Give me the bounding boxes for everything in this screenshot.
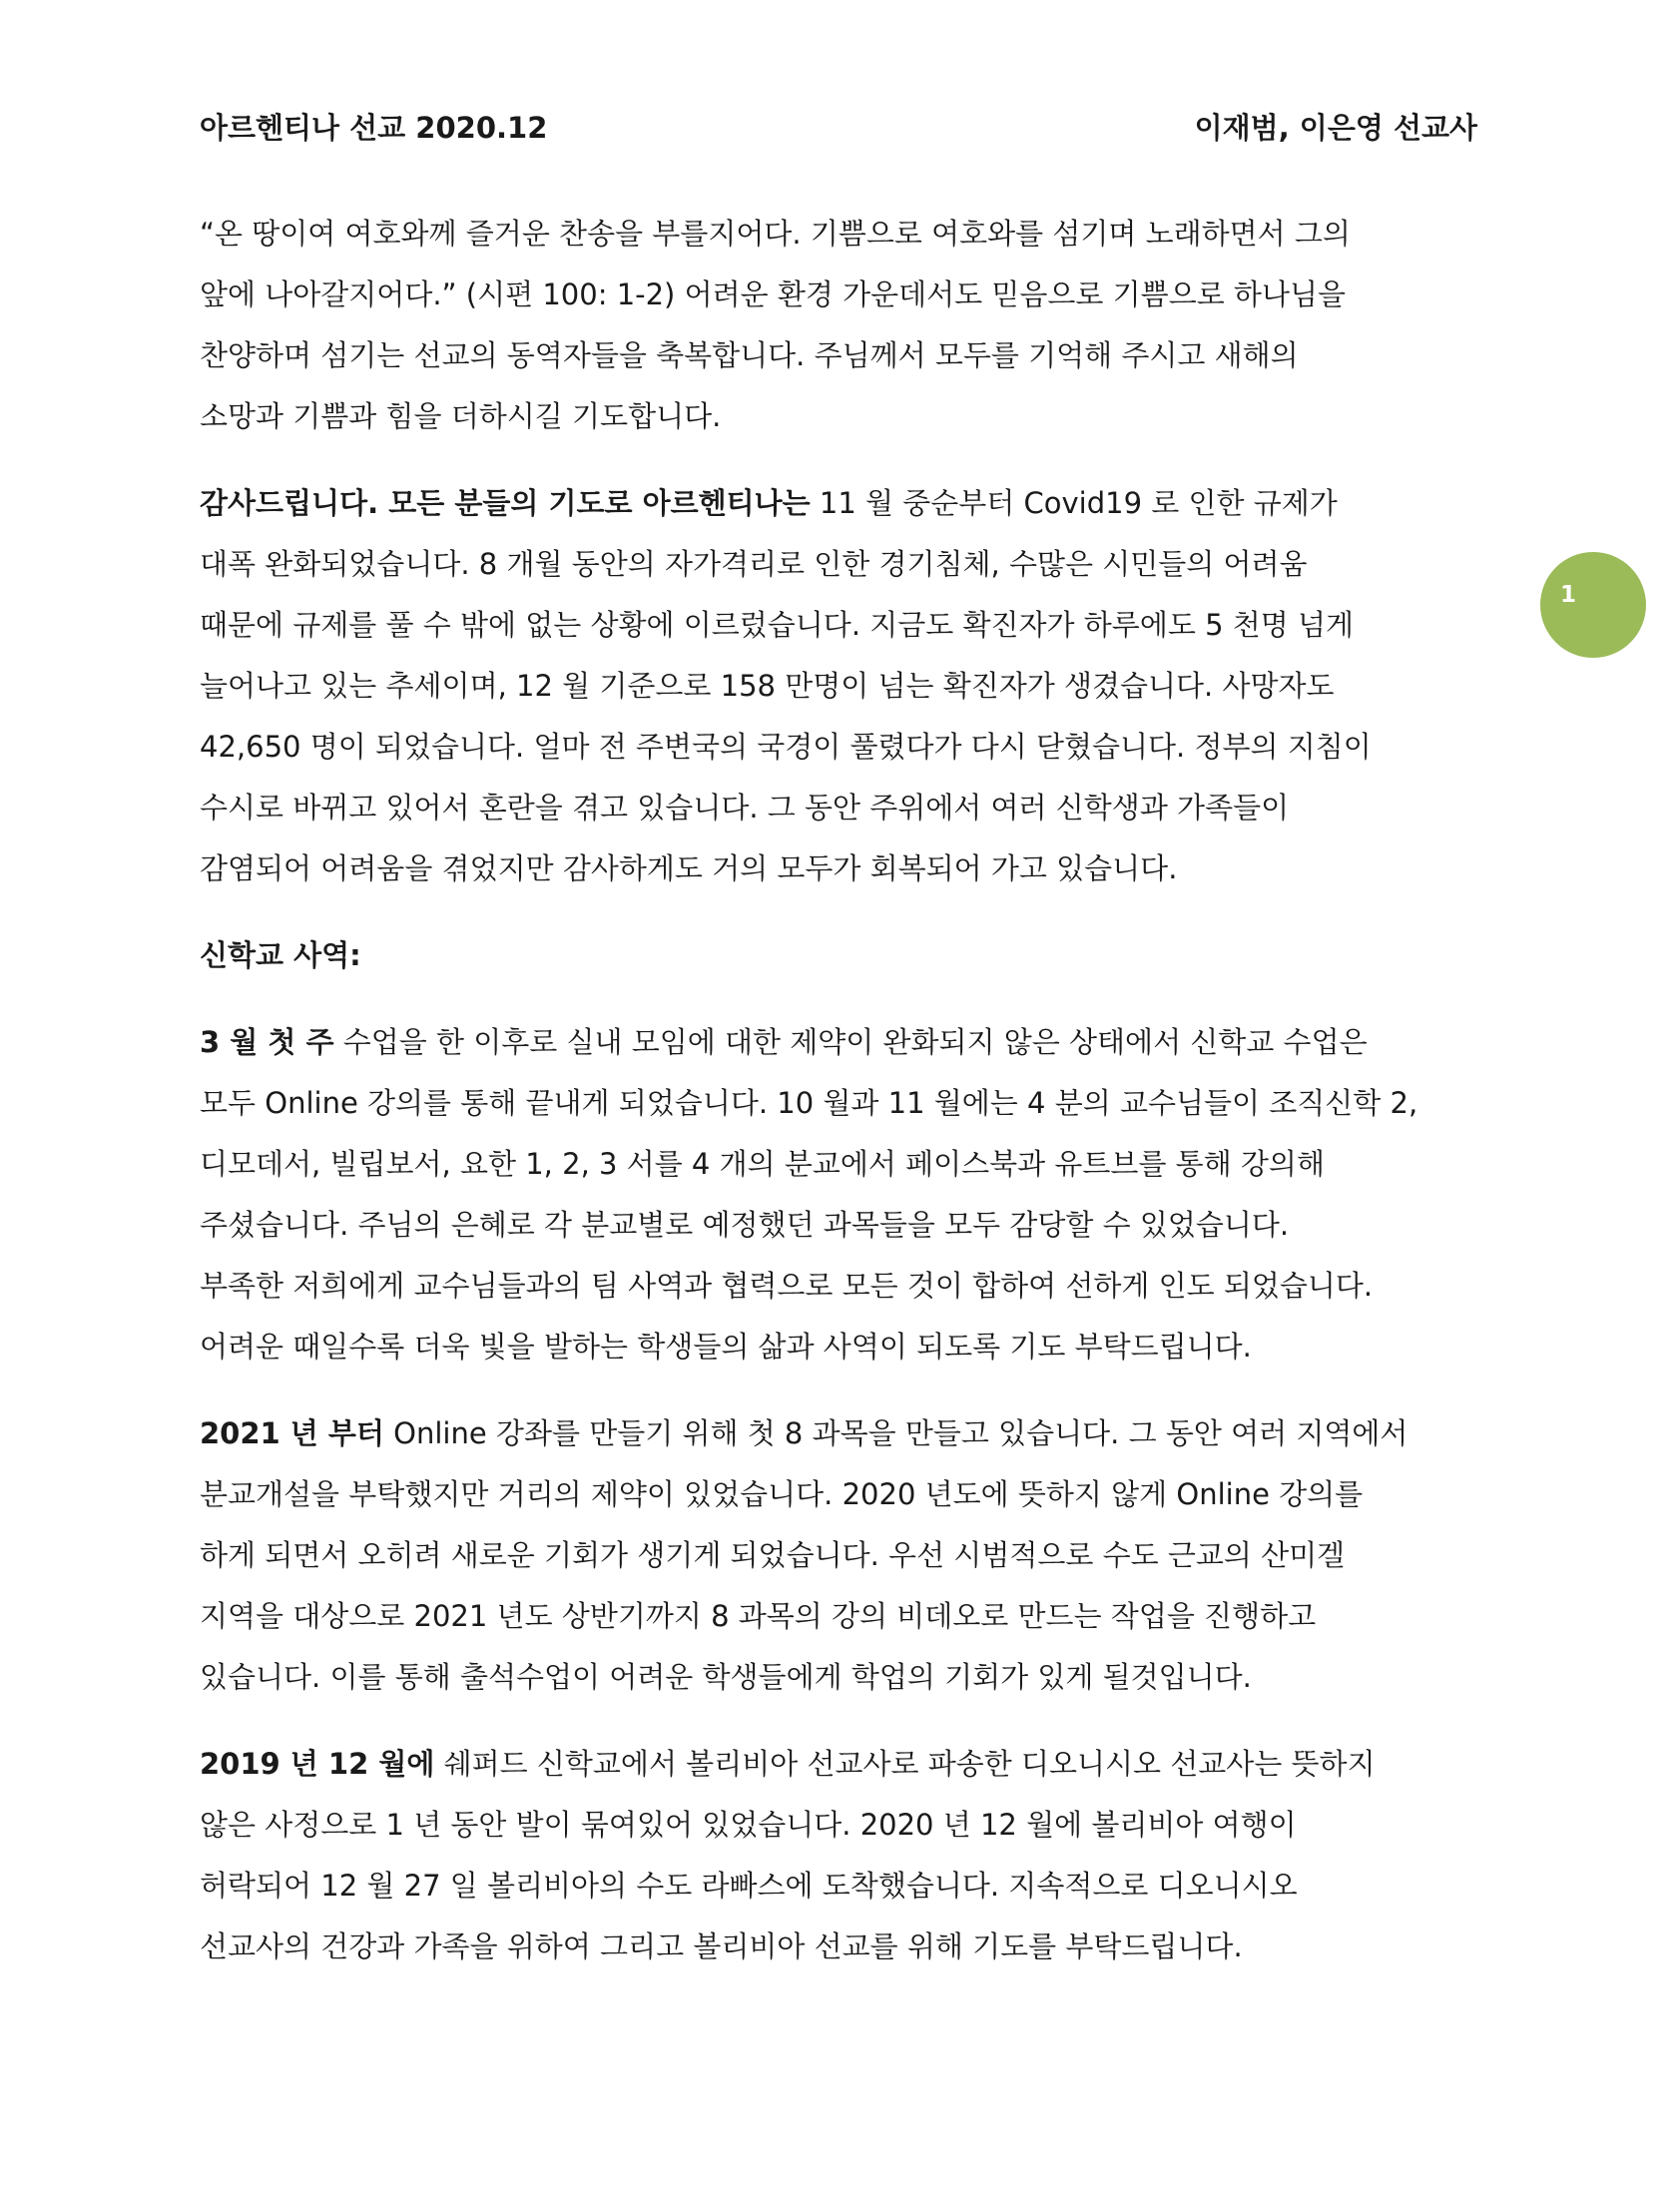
paragraph-lead: 3 월 첫 주 bbox=[200, 1025, 334, 1059]
text-line: 늘어나고 있는 추세이며, 12 월 기준으로 158 만명이 넘는 확진자가 생겼습니다. 사망자도 bbox=[200, 669, 1335, 703]
text-line: 찬양하며 섬기는 선교의 동역자들을 축복합니다. 주님께서 모두를 기억해 주시고 새해의 bbox=[200, 338, 1299, 372]
paragraph-lead: 감사드립니다. 모든 분들의 기도로 아르헨티나는 bbox=[200, 486, 811, 520]
text-line-rest: 11 월 중순부터 Covid19 로 인한 규제가 bbox=[810, 486, 1338, 520]
text-line: 대폭 완화되었습니다. 8 개월 동안의 자가격리로 인한 경기침체, 수많은 시민들의 어려움 bbox=[200, 547, 1308, 581]
text-line bbox=[200, 1403, 1507, 1464]
text-line-rest: Online 강좌를 만들기 위해 첫 8 과목을 만들고 있습니다. 그 동안 여러 지역에서 bbox=[383, 1416, 1408, 1450]
text-line: 있습니다. 이를 통해 출석수업이 어려운 학생들에게 학업의 기회가 있게 될것입니다. bbox=[200, 1660, 1252, 1694]
paragraph-online-courses bbox=[200, 1403, 1507, 1708]
paragraph-lead: 2021 년 부터 bbox=[200, 1416, 384, 1450]
text-line: 분교개설을 부탁했지만 거리의 제약이 있었습니다. 2020 년도에 뜻하지 않게 Online 강의를 bbox=[200, 1477, 1364, 1511]
text-line: 부족한 저희에게 교수님들과의 팀 사역과 협력으로 모든 것이 합하여 선하게 인도 되었습니다. bbox=[200, 1269, 1374, 1303]
text-line: 42,650 명이 되었습니다. 얼마 전 주변국의 국경이 풀렸다가 다시 닫혔습니다. 정부의 지침이 bbox=[200, 730, 1372, 764]
text-line: 디모데서, 빌립보서, 요한 1, 2, 3 서를 4 개의 분교에서 페이스북과 유트브를 통해 강의해 bbox=[200, 1147, 1325, 1181]
text-line: “온 땅이여 여호와께 즐거운 찬송을 부를지어다. 기쁨으로 여호와를 섬기며 노래하면서 그의 bbox=[200, 217, 1351, 251]
text-line: 않은 사정으로 1 년 동안 발이 묶여있어 있었습니다. 2020 년 12 월에 볼리비아 여행이 bbox=[200, 1808, 1297, 1842]
header-title: 아르헨티나 선교 2020.12 bbox=[200, 111, 548, 145]
text-line: 주셨습니다. 주님의 은혜로 각 분교별로 예정했던 과목들을 모두 감당할 수 있었습니다. bbox=[200, 1208, 1290, 1242]
text-line: 모두 Online 강의를 통해 끝내게 되었습니다. 10 월과 11 월에는 4 분의 교수님들이 조직신학 2, bbox=[200, 1086, 1418, 1120]
page-header bbox=[200, 106, 1477, 150]
page-number-badge bbox=[1540, 552, 1646, 658]
text-line: 소망과 기쁨과 힘을 더하시길 기도합니다. bbox=[200, 399, 722, 433]
document-body bbox=[200, 204, 1507, 2003]
text-line: 선교사의 건강과 가족을 위하여 그리고 볼리비아 선교를 위해 기도를 부탁드립니다. bbox=[200, 1929, 1243, 1963]
text-line: 어려운 때일수록 더욱 빛을 발하는 학생들의 삶과 사역이 되도록 기도 부탁드립니다. bbox=[200, 1330, 1252, 1364]
text-line: 허락되어 12 월 27 일 볼리비아의 수도 라빠스에 도착했습니다. 지속적으로 디오니시오 bbox=[200, 1869, 1298, 1903]
paragraph-greeting bbox=[200, 204, 1507, 447]
text-line bbox=[200, 1012, 1507, 1073]
text-line: 하게 되면서 오히려 새로운 기회가 생기게 되었습니다. 우선 시범적으로 수도 근교의 산미겔 bbox=[200, 1538, 1346, 1572]
section-heading: 신학교 사역: bbox=[200, 938, 361, 972]
text-line bbox=[200, 473, 1507, 534]
page-number: 1 bbox=[1560, 582, 1577, 608]
text-line-rest: 수업을 한 이후로 실내 모임에 대한 제약이 완화되지 않은 상태에서 신학교 수업은 bbox=[333, 1025, 1368, 1059]
paragraph-thanks bbox=[200, 473, 1507, 899]
paragraph-seminary-classes bbox=[200, 1012, 1507, 1377]
text-line-rest: 쉐퍼드 신학교에서 볼리비아 선교사로 파송한 디오니시오 선교사는 뜻하지 bbox=[434, 1747, 1376, 1781]
text-line: 감염되어 어려움을 겪었지만 감사하게도 거의 모두가 회복되어 가고 있습니다. bbox=[200, 851, 1178, 885]
text-line bbox=[200, 1734, 1507, 1795]
header-authors: 이재범, 이은영 선교사 bbox=[1194, 111, 1477, 145]
text-line: 앞에 나아갈지어다.” (시편 100: 1-2) 어려운 환경 가운데서도 믿음으로 기쁨으로 하나님을 bbox=[200, 277, 1346, 311]
paragraph-lead: 2019 년 12 월에 bbox=[200, 1747, 435, 1781]
paragraph-bolivia-mission bbox=[200, 1734, 1507, 1977]
text-line: 때문에 규제를 풀 수 밖에 없는 상황에 이르렀습니다. 지금도 확진자가 하루에도 5 천명 넘게 bbox=[200, 608, 1355, 642]
text-line: 지역을 대상으로 2021 년도 상반기까지 8 과목의 강의 비데오로 만드는 작업을 진행하고 bbox=[200, 1599, 1317, 1633]
text-line: 수시로 바뀌고 있어서 혼란을 겪고 있습니다. 그 동안 주위에서 여러 신학생과 가족들이 bbox=[200, 791, 1290, 824]
